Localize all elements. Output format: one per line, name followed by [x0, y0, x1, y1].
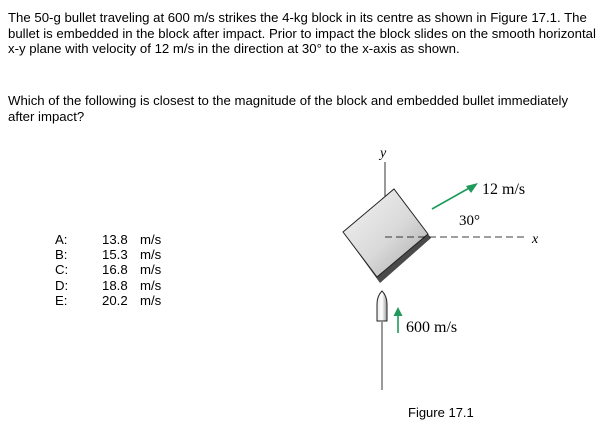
block-velocity-arrowhead [466, 183, 478, 193]
option-letter: D: [55, 277, 69, 293]
x-axis-label: x [532, 232, 539, 247]
option-value: 13.8 [102, 232, 128, 247]
option-value: 16.8 [102, 262, 128, 278]
block-velocity-arrow [432, 187, 471, 209]
bullet-velocity-arrowhead [394, 307, 403, 316]
bullet-velocity-label: 600 m/s [406, 319, 458, 336]
option-unit: m/s [140, 262, 162, 278]
y-axis-label: y [380, 146, 387, 161]
option-unit: m/s [140, 292, 162, 308]
option-unit: m/s [140, 232, 162, 247]
figure-caption: Figure 17.1 [408, 405, 474, 420]
option-value: 15.3 [102, 247, 128, 263]
option-unit: m/s [140, 247, 162, 263]
option-letter: A: [55, 232, 68, 247]
option-value: 20.2 [102, 292, 128, 308]
option-letter: C: [55, 262, 69, 278]
bullet [377, 291, 387, 321]
block-velocity-label: 12 m/s [482, 181, 526, 198]
sliding-block [343, 189, 428, 277]
option-letter: B: [55, 247, 68, 263]
angle-label: 30° [459, 213, 480, 229]
question-prompt: Which of the following is closest to the magnitude of the block and embedded bullet immediately after impact? [8, 93, 569, 124]
option-value: 18.8 [102, 277, 128, 293]
option-letter: E: [55, 292, 68, 308]
problem-statement: The 50-g bullet traveling at 600 m/s strikes the 4-kg block in its centre as shown in Figure 17.1. The bullet is embedded in the block after impact. Prior to impact the block slides on the smooth horizontal x-y plane with velocity of 12 m/s in the direction at 30° to the x-axis as shown. [8, 10, 596, 56]
option-unit: m/s [140, 277, 162, 293]
